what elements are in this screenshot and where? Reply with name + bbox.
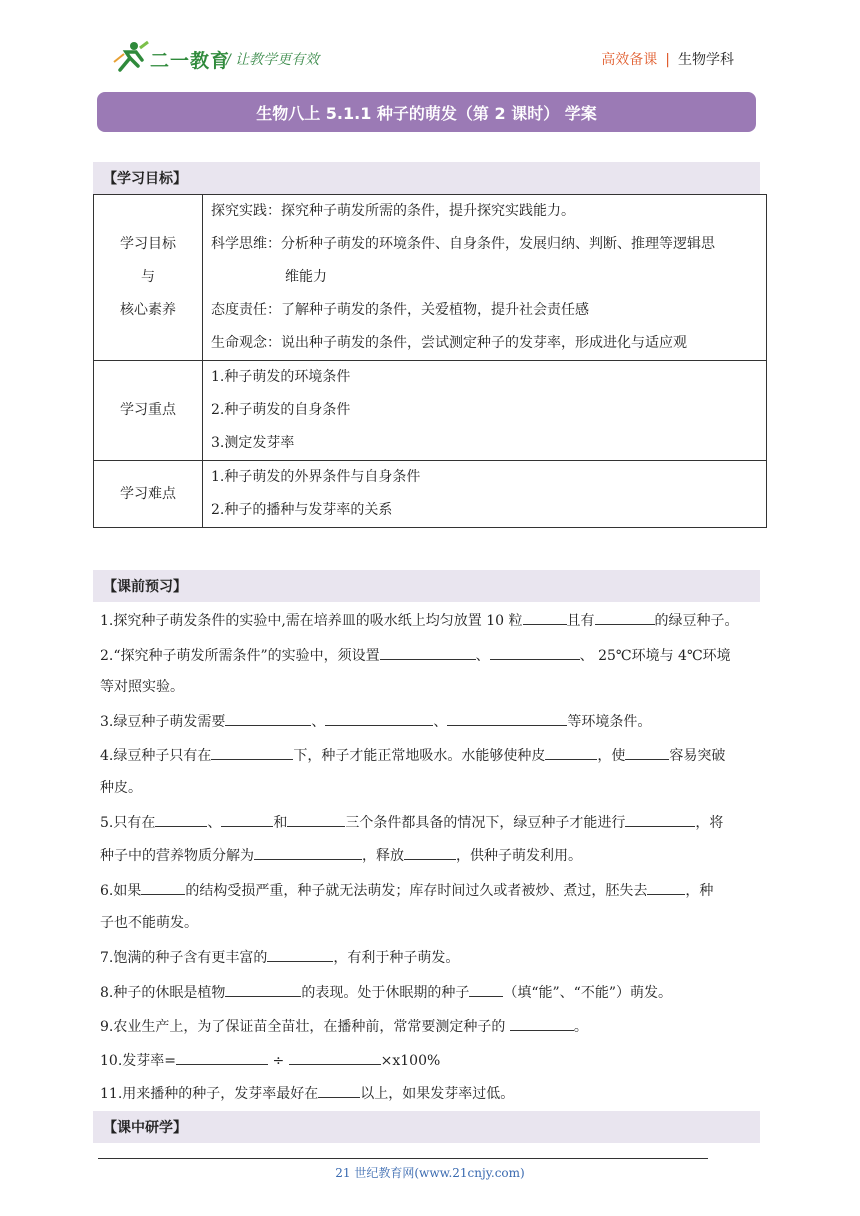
section-study-heading: 【课中研学】 (93, 1111, 760, 1143)
question-text: 子也不能萌发。 (100, 915, 198, 931)
footer-source: 21 世纪教育网(www.21cnjy.com) (335, 1166, 525, 1180)
question-line (100, 645, 731, 666)
question-text: 、 (475, 648, 490, 664)
objectives-row-difficulties (94, 461, 767, 528)
question-text: 、 (311, 714, 326, 730)
question-text: 以上，如果发芽率过低。 (360, 1086, 515, 1102)
answer-blank[interactable] (325, 711, 433, 726)
answer-blank[interactable] (523, 610, 567, 625)
question-text: 下，种子才能正常地吸水。水能够使种皮 (293, 748, 546, 764)
document-title: 生物八上 5.1.1 种子的萌发（第 2 课时） 学案 (97, 92, 756, 132)
header-tag-subject: 生物学科 (678, 52, 734, 68)
answer-blank[interactable] (490, 645, 580, 660)
objectives-row-key-points (94, 361, 767, 461)
header-separator: | (665, 52, 670, 68)
answer-blank[interactable] (267, 947, 333, 962)
question-text: ，使 (597, 748, 626, 764)
runner-logo-icon (110, 40, 150, 74)
objective-line: 态度责任：了解种子萌发的条件，关爱植物，提升社会责任感 (211, 302, 589, 318)
question-text: 7.饱满的种子含有更丰富的 (100, 950, 268, 966)
page-header (110, 40, 760, 74)
answer-blank[interactable] (225, 982, 301, 997)
question-text: ×x100% (380, 1053, 441, 1069)
question-text: 等环境条件。 (567, 714, 652, 730)
question-line (100, 1016, 588, 1037)
question-text: 3.绿豆种子萌发需要 (100, 714, 226, 730)
answer-blank[interactable] (318, 1083, 360, 1098)
question-line (100, 845, 582, 866)
question-text: 2.“探究种子萌发所需条件”的实验中，须设置 (100, 648, 380, 664)
question-line (100, 982, 672, 1003)
objectives-row-core (94, 195, 767, 361)
question-text: ，将 (695, 815, 724, 831)
question-text: 4.绿豆种子只有在 (100, 748, 212, 764)
question-text: 、 (433, 714, 448, 730)
question-line (100, 778, 142, 798)
label-line: 核心素养 (120, 302, 176, 318)
objectives-table (93, 194, 767, 528)
objective-line: 2.种子萌发的自身条件 (211, 402, 351, 418)
question-text: 种皮。 (100, 780, 142, 796)
question-text: 容易突破 (669, 748, 726, 764)
answer-blank[interactable] (211, 745, 293, 760)
answer-blank[interactable] (545, 745, 597, 760)
objective-line: 1.种子萌发的环境条件 (211, 369, 351, 385)
question-text: 11.用来播种的种子，发芽率最好在 (100, 1086, 319, 1102)
question-text: 6.如果 (100, 883, 142, 899)
objectives-label-difficulties: 学习难点 (94, 461, 203, 528)
objectives-content-difficulties (203, 461, 767, 528)
question-text: 的绿豆种子。 (654, 613, 739, 629)
question-line (100, 812, 723, 833)
objective-line: 3.测定发芽率 (211, 435, 295, 451)
answer-blank[interactable] (447, 711, 567, 726)
objectives-label-key-points: 学习重点 (94, 361, 203, 461)
slogan: / 让教学更有效 (226, 52, 320, 68)
answer-blank[interactable] (595, 610, 655, 625)
objectives-content-core (203, 195, 767, 361)
question-text: 和 (273, 815, 288, 831)
answer-blank[interactable] (155, 812, 207, 827)
question-line (100, 1083, 514, 1104)
question-text: 的表现。处于休眠期的种子 (301, 985, 470, 1001)
objectives-label-core (94, 195, 203, 361)
question-text: 种子中的营养物质分解为 (100, 848, 254, 864)
question-text: 5.只有在 (100, 815, 156, 831)
question-line (100, 677, 184, 697)
logo-text: 二一教育 (150, 50, 231, 72)
question-text: 、 (207, 815, 222, 831)
question-line (100, 947, 459, 968)
question-text: 10.发芽率= (100, 1053, 176, 1069)
question-text: 、 25℃环境与 4℃环境 (579, 648, 731, 664)
objective-line: 2.种子的播种与发芽率的关系 (211, 502, 393, 518)
answer-blank[interactable] (254, 845, 362, 860)
objective-line: 生命观念：说出种子萌发的条件，尝试测定种子的发芽率，形成进化与适应观 (211, 335, 687, 351)
objective-line: 探究实践：探究种子萌发所需的条件，提升探究实践能力。 (211, 203, 575, 219)
answer-blank[interactable] (287, 812, 345, 827)
question-text: ，种 (685, 883, 714, 899)
question-line (100, 745, 725, 766)
question-text: 1.探究种子萌发条件的实验中,需在培养皿的吸水纸上均匀放置 10 粒 (100, 613, 523, 629)
answer-blank[interactable] (176, 1050, 268, 1065)
objective-line: 维能力 (285, 269, 327, 285)
objective-line: 1.种子萌发的外界条件与自身条件 (211, 469, 421, 485)
footer-divider (98, 1158, 708, 1159)
section-preview-heading: 【课前预习】 (93, 570, 760, 602)
question-text: 。 (573, 1019, 588, 1035)
question-text: 9.农业生产上，为了保证苗全苗壮，在播种前，常常要测定种子的 (100, 1019, 510, 1035)
answer-blank[interactable] (404, 845, 456, 860)
section-goals-heading: 【学习目标】 (93, 162, 760, 194)
answer-blank[interactable] (380, 645, 476, 660)
answer-blank[interactable] (225, 711, 311, 726)
question-line (100, 913, 198, 933)
answer-blank[interactable] (141, 880, 185, 895)
question-text: 8.种子的休眠是植物 (100, 985, 226, 1001)
question-text: 且有 (566, 613, 595, 629)
answer-blank[interactable] (510, 1016, 574, 1031)
question-text: （填“能”、“不能”）萌发。 (503, 985, 672, 1001)
answer-blank[interactable] (625, 812, 695, 827)
objective-line: 科学思维：分析种子萌发的环境条件、自身条件，发展归纳、判断、推理等逻辑思 (211, 236, 715, 252)
answer-blank[interactable] (625, 745, 669, 760)
header-right (601, 49, 734, 69)
question-line (100, 1050, 440, 1071)
question-text: 等对照实验。 (100, 679, 184, 695)
answer-blank[interactable] (289, 1050, 381, 1065)
question-text: ，供种子萌发利用。 (456, 848, 582, 864)
question-text: ，释放 (362, 848, 404, 864)
answer-blank[interactable] (647, 880, 685, 895)
question-text: 三个条件都具备的情况下，绿豆种子才能进行 (345, 815, 626, 831)
objectives-content-key-points (203, 361, 767, 461)
label-line: 与 (141, 269, 155, 285)
question-line (100, 610, 739, 631)
header-tag-prep: 高效备课 (601, 52, 658, 68)
label-line: 学习目标 (120, 236, 176, 252)
question-line (100, 880, 713, 901)
question-text: ，有利于种子萌发。 (333, 950, 460, 966)
question-text: ÷ (268, 1053, 289, 1069)
answer-blank[interactable] (221, 812, 273, 827)
question-text: 的结构受损严重，种子就无法萌发；库存时间过久或者被炒、煮过，胚失去 (185, 883, 648, 899)
question-line (100, 711, 651, 732)
answer-blank[interactable] (469, 982, 503, 997)
